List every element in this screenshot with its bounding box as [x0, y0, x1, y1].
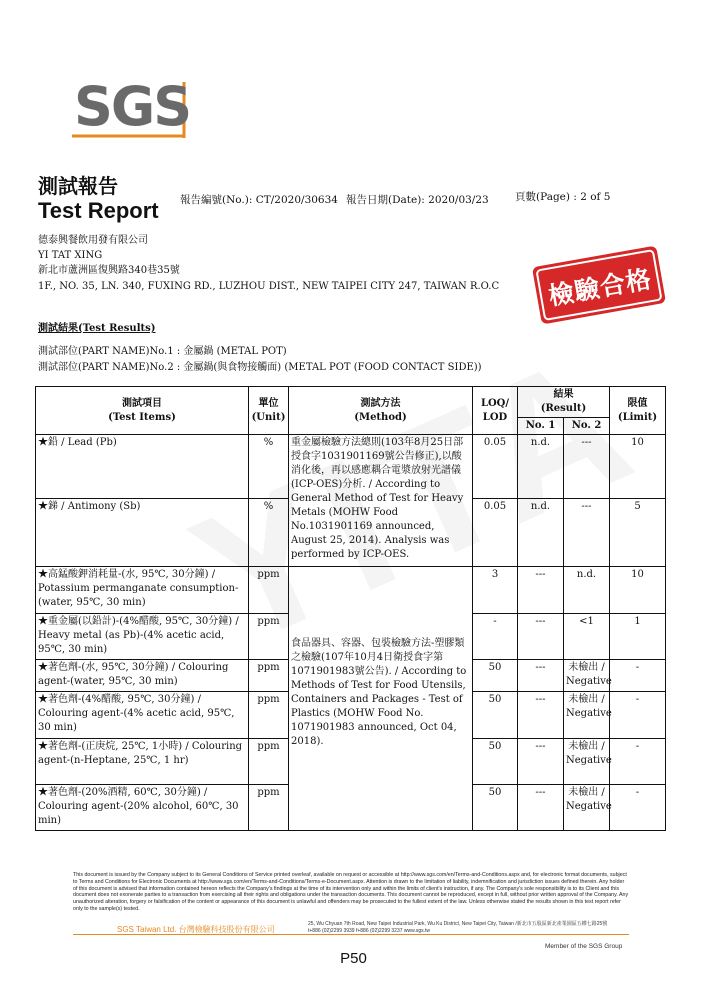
row-unit: % — [249, 499, 289, 567]
row-item: ★著色劑-(4%醋酸, 95℃, 30分鐘) / Colouring agent-(4% acetic acid, 95℃, 30 min) — [36, 692, 249, 739]
footer-rule — [73, 934, 629, 935]
row-no2: 未檢出 / Negative — [564, 739, 610, 785]
footer-address-line1: 25, Wu Chyuan 7th Road, New Taipei Industrial Park, Wu Ku District, New Taipei City, Taiwan /新北市五股區新北產業園區五權七路25號 — [308, 921, 608, 927]
row-no2: --- — [564, 435, 610, 499]
row-no2: 未檢出 / Negative — [564, 660, 610, 692]
row-limit: - — [610, 785, 666, 831]
logo-text: SGS — [74, 75, 191, 138]
part-name-2: 測試部位(PART NAME)No.2 : 金屬鍋(與食物接觸面) (METAL POT (FOOD CONTACT SIDE)) — [38, 362, 482, 373]
row-limit: - — [610, 692, 666, 739]
row-no1: --- — [518, 739, 564, 785]
header-method: 測試方法 (Method) — [289, 387, 473, 435]
client-name-zh: 德泰興餐飲用發有限公司 — [38, 235, 148, 246]
header-unit: 單位 (Unit) — [249, 387, 289, 435]
row-limit: - — [610, 739, 666, 785]
method-heavy-metals: 重金屬檢驗方法總則(103年8月25日部授食字1031901169號公告修正),以酸消化後，再以感應耦合電漿放射光譜儀(ICP-OES)分析. / According to General Method of Test for Heavy Metals (MOHW Food No.1031901169 announced, August 25, 2014). Analysis was performed by ICP-OES. — [289, 435, 473, 567]
page-number: 頁數(Page) : 2 of 5 — [515, 191, 611, 203]
sgs-logo — [72, 75, 192, 138]
row-unit: ppm — [249, 567, 289, 614]
results-heading: 測試結果(Test Results) — [38, 323, 156, 334]
row-unit: ppm — [249, 692, 289, 739]
table-row — [36, 567, 666, 614]
approval-stamp — [528, 240, 670, 330]
footer-member: Member of the SGS Group — [545, 943, 623, 950]
report-number: 報告編號(No.): CT/2020/30634 — [180, 194, 338, 206]
row-loq: 50 — [473, 660, 518, 692]
method-plastics: 食品器具、容器、包裝檢驗方法-塑膠類之檢驗(107年10月4日衛授食字第1071901983號公告). / According to Methods of Test for Food Utensils, Containers and Packages - Test of Plastics (MOHW Food No. 1071901983 announced, Oct 04, 2018). — [289, 567, 473, 831]
row-loq: 50 — [473, 785, 518, 831]
row-item: ★著色劑-(水, 95℃, 30分鐘) / Colouring agent-(water, 95℃, 30 min) — [36, 660, 249, 692]
row-loq: 3 — [473, 567, 518, 614]
row-no1: --- — [518, 567, 564, 614]
client-name-en: YI TAT XING — [38, 250, 103, 261]
row-no1: --- — [518, 692, 564, 739]
row-no1: --- — [518, 614, 564, 660]
row-no1: --- — [518, 660, 564, 692]
row-loq: - — [473, 614, 518, 660]
row-limit: 5 — [610, 499, 666, 567]
row-unit: % — [249, 435, 289, 499]
row-no2: <1 — [564, 614, 610, 660]
row-no2: --- — [564, 499, 610, 567]
row-loq: 50 — [473, 739, 518, 785]
header-no1: No. 1 — [518, 418, 564, 435]
header-limit: 限值 (Limit) — [610, 387, 666, 435]
row-loq: 0.05 — [473, 435, 518, 499]
row-item: ★著色劑-(正庚烷, 25℃, 1小時) / Colouring agent-(n-Heptane, 25℃, 1 hr) — [36, 739, 249, 785]
row-no2: 未檢出 / Negative — [564, 692, 610, 739]
row-loq: 50 — [473, 692, 518, 739]
header-loq: LOQ/ LOD — [473, 387, 518, 435]
row-limit: 1 — [610, 614, 666, 660]
footer-address — [308, 921, 607, 935]
footer-address-line2: t+886 (02)2299 3939 f+886 (02)2299 3237 www.sgs.tw — [308, 928, 431, 934]
row-no1: --- — [518, 785, 564, 831]
row-limit: 10 — [610, 435, 666, 499]
row-limit: 10 — [610, 567, 666, 614]
row-unit: ppm — [249, 785, 289, 831]
row-unit: ppm — [249, 660, 289, 692]
client-address-zh: 新北市蘆洲區復興路340巷35號 — [38, 265, 180, 276]
client-address-en: 1F., NO. 35, LN. 340, FUXING RD., LUZHOU DIST., NEW TAIPEI CITY 247, TAIWAN R.O.C — [38, 281, 500, 292]
table-row — [36, 435, 666, 499]
row-item: ★銻 / Antimony (Sb) — [36, 499, 249, 567]
row-no2: n.d. — [564, 567, 610, 614]
row-unit: ppm — [249, 739, 289, 785]
row-no1: n.d. — [518, 435, 564, 499]
row-item: ★著色劑-(20%酒精, 60℃, 30分鐘) / Colouring agent-(20% alcohol, 60℃, 30 min) — [36, 785, 249, 831]
row-item: ★高錳酸鉀消耗量-(水, 95℃, 30分鐘) / Potassium permanganate consumption-(water, 95℃, 30 min) — [36, 567, 249, 614]
row-unit: ppm — [249, 614, 289, 660]
footer-company: SGS Taiwan Ltd. 台灣檢驗科技股份有限公司 — [117, 925, 275, 934]
title-en: Test Report — [38, 198, 159, 223]
row-limit: - — [610, 660, 666, 692]
title-zh: 測試報告 — [38, 174, 118, 198]
page-code: P50 — [340, 950, 367, 967]
results-table — [35, 386, 666, 831]
stamp-text: 檢驗合格 — [546, 264, 655, 311]
part-name-1: 測試部位(PART NAME)No.1 : 金屬鍋 (METAL POT) — [38, 346, 287, 357]
footer-disclaimer: This document is issued by the Company subject to its General Conditions of Service printed overleaf, available on request or accessible at http://www.sgs.com/en/Terms-and-Conditions.aspx and, for electronic format documents, subject to Terms and Conditions for Electronic Documents at http://www.sgs.com/en/Terms-and-Conditions/Terms-e-Document.aspx. Attention is drawn to the limitation of liability, indemnification and jurisdiction issues defined therein. Any holder of this document is advised that information contained hereon reflects the Company's findings at the time of its intervention only and within the limits of client's instruction, if any. The Company's sole responsibility is to its Client and this document does not exonerate parties to a transaction from exercising all their rights and obligations under the transaction documents. This document cannot be reproduced, except in full, without prior written approval of the Company. Any unauthorized alteration, forgery or falsification of the content or appearance of this document is unlawful and offenders may be prosecuted to the fullest extent of the law. Unless otherwise stated the results shown in this test report refer only to the sample(s) tested. — [73, 872, 629, 912]
row-item: ★重金屬(以鉛計)-(4%醋酸, 95℃, 30分鐘) / Heavy metal (as Pb)-(4% acetic acid, 95℃, 30 min) — [36, 614, 249, 660]
row-no2: 未檢出 / Negative — [564, 785, 610, 831]
row-item: ★鉛 / Lead (Pb) — [36, 435, 249, 499]
row-no1: n.d. — [518, 499, 564, 567]
header-no2: No. 2 — [564, 418, 610, 435]
row-loq: 0.05 — [473, 499, 518, 567]
header-test-items: 測試項目 (Test Items) — [36, 387, 249, 435]
report-date: 報告日期(Date): 2020/03/23 — [346, 194, 489, 206]
header-result: 結果 (Result) — [518, 387, 610, 418]
